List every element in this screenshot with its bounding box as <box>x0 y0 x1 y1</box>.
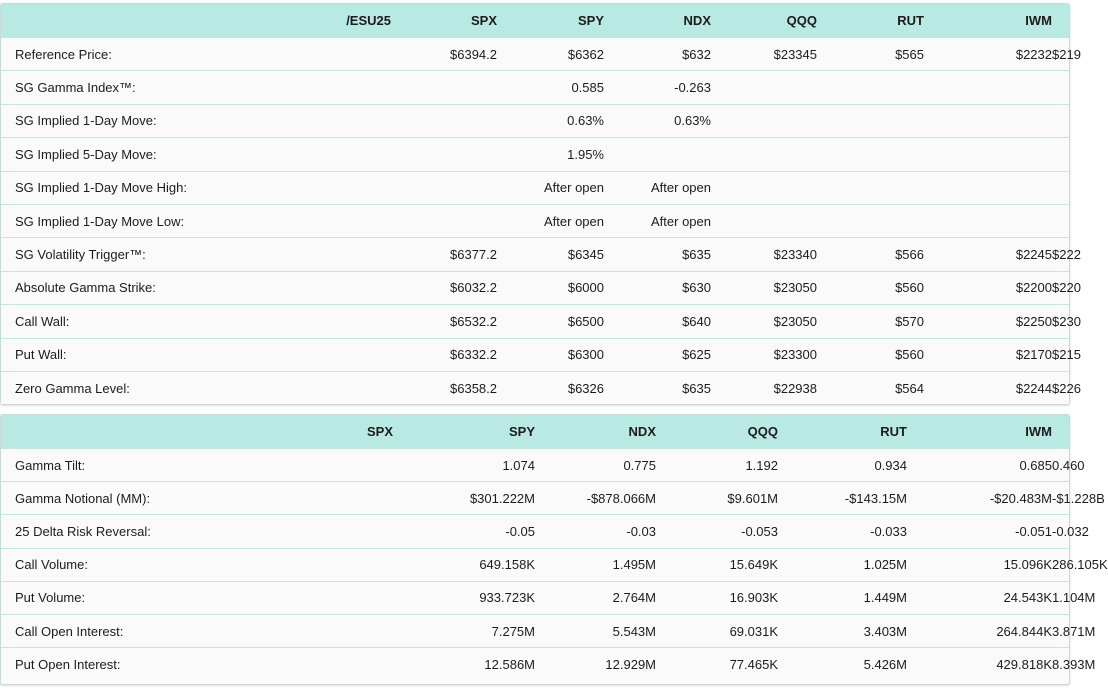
table-row <box>1 648 1069 681</box>
table-cell: $6377.2 <box>391 238 497 271</box>
table-cell: $6032.2 <box>391 271 497 304</box>
table-cell <box>711 138 817 171</box>
table-cell: -0.03 <box>535 515 656 548</box>
table-cell: 3.871M <box>1052 614 1069 647</box>
row-label: SG Gamma Index™: <box>1 71 391 104</box>
table-cell: -$143.15M <box>778 482 907 515</box>
table-cell: After open <box>497 171 604 204</box>
table-cell <box>924 171 1052 204</box>
table-cell: $632 <box>604 38 711 71</box>
table-cell: $2170 <box>924 338 1052 371</box>
row-label: Put Volume: <box>1 581 393 614</box>
table-cell: $23050 <box>711 305 817 338</box>
row-label: Gamma Notional (MM): <box>1 482 393 515</box>
table-cell: $215 <box>1052 338 1069 371</box>
column-header[interactable]: IWM <box>1025 424 1052 439</box>
column-header[interactable]: SPY <box>577 13 604 28</box>
table-row <box>1 614 1069 647</box>
row-label: SG Implied 1-Day Move High: <box>1 171 391 204</box>
row-label: Put Wall: <box>1 338 391 371</box>
table-cell: 0.685 <box>907 449 1052 482</box>
table-cell: 0.585 <box>497 71 604 104</box>
table-cell: $635 <box>604 238 711 271</box>
table-cell: $301.222M <box>393 482 535 515</box>
table-cell: 264.844K <box>907 614 1052 647</box>
table-row <box>1 204 1069 237</box>
table-cell: -$20.483M <box>907 482 1052 515</box>
table-cell: 69.031K <box>656 614 778 647</box>
table-cell: $9.601M <box>656 482 778 515</box>
table-cell: 7.275M <box>393 614 535 647</box>
table-cell: 3.403M <box>778 614 907 647</box>
table-cell: -0.032 <box>1052 515 1069 548</box>
table-cell: $625 <box>604 338 711 371</box>
table-cell: 286.105K <box>1052 548 1069 581</box>
table-row <box>1 171 1069 204</box>
table-cell: 1.192 <box>656 449 778 482</box>
table-cell: $2244 <box>924 371 1052 404</box>
table-cell <box>817 138 924 171</box>
row-label: 25 Delta Risk Reversal: <box>1 515 393 548</box>
table-cell: $6362 <box>497 38 604 71</box>
table-cell: -0.053 <box>656 515 778 548</box>
column-header[interactable]: NDX <box>683 13 711 28</box>
column-header[interactable]: SPX <box>470 13 497 28</box>
table-cell: $566 <box>817 238 924 271</box>
options-stats-table <box>1 415 1108 680</box>
table-cell: 77.465K <box>656 648 778 681</box>
table-cell: $220 <box>1052 271 1069 304</box>
row-label: Zero Gamma Level: <box>1 371 391 404</box>
table-cell: After open <box>497 204 604 237</box>
table-cell: $570 <box>817 305 924 338</box>
table-cell <box>817 171 924 204</box>
key-levels-table <box>1 4 1081 404</box>
table-cell: 12.586M <box>393 648 535 681</box>
table-row <box>1 482 1069 515</box>
table-cell: -0.033 <box>778 515 907 548</box>
table-cell <box>924 71 1052 104</box>
table-row <box>1 238 1069 271</box>
column-header[interactable]: SPX <box>366 424 393 439</box>
table-cell <box>1052 171 1069 204</box>
table-cell: $630 <box>604 271 711 304</box>
table-cell <box>711 204 817 237</box>
table-cell: $6000 <box>497 271 604 304</box>
table-cell: $640 <box>604 305 711 338</box>
row-label: SG Volatility Trigger™: <box>1 238 391 271</box>
table-cell: 0.934 <box>778 449 907 482</box>
table-cell: 1.449M <box>778 581 907 614</box>
table-cell <box>711 104 817 137</box>
table-cell: 1.074 <box>393 449 535 482</box>
table-cell: 1.495M <box>535 548 656 581</box>
table-row <box>1 338 1069 371</box>
table-cell: 649.158K <box>393 548 535 581</box>
table-cell <box>1052 71 1069 104</box>
table-cell: $23050 <box>711 271 817 304</box>
table-cell: $22938 <box>711 371 817 404</box>
table-row <box>1 104 1069 137</box>
table-cell <box>711 71 817 104</box>
table-cell: $23340 <box>711 238 817 271</box>
options-stats-header-row <box>1 415 1069 449</box>
table-cell: After open <box>604 171 711 204</box>
table-cell <box>924 104 1052 137</box>
table-row <box>1 548 1069 581</box>
table-cell <box>391 71 497 104</box>
table-cell: -0.05 <box>393 515 535 548</box>
table-cell: $222 <box>1052 238 1069 271</box>
table-cell: $6532.2 <box>391 305 497 338</box>
table-cell: $2232 <box>924 38 1052 71</box>
table-cell: $560 <box>817 338 924 371</box>
table-row <box>1 138 1069 171</box>
row-label: Put Open Interest: <box>1 648 393 681</box>
column-header[interactable]: NDX <box>628 424 656 439</box>
table-cell: 12.929M <box>535 648 656 681</box>
table-row <box>1 371 1069 404</box>
row-label: Absolute Gamma Strike: <box>1 271 391 304</box>
table-cell: $226 <box>1052 371 1069 404</box>
table-cell: $219 <box>1052 38 1069 71</box>
table-cell: 0.63% <box>604 104 711 137</box>
table-row <box>1 449 1069 482</box>
key-levels-header-row <box>1 4 1069 38</box>
options-stats-panel <box>0 414 1108 685</box>
table-cell: $6394.2 <box>391 38 497 71</box>
table-cell: -0.051 <box>907 515 1052 548</box>
column-header[interactable]: RUT <box>897 13 924 28</box>
table-cell: 15.649K <box>656 548 778 581</box>
table-cell <box>391 204 497 237</box>
table-cell <box>391 171 497 204</box>
table-cell: 5.543M <box>535 614 656 647</box>
table-cell: 15.096K <box>907 548 1052 581</box>
table-cell: $23300 <box>711 338 817 371</box>
table-cell: $2250 <box>924 305 1052 338</box>
table-cell: $2245 <box>924 238 1052 271</box>
table-cell <box>924 204 1052 237</box>
table-cell: 1.95% <box>497 138 604 171</box>
table-cell: $6345 <box>497 238 604 271</box>
table-cell: 5.426M <box>778 648 907 681</box>
table-cell: 0.460 <box>1052 449 1069 482</box>
table-row <box>1 271 1069 304</box>
table-cell: $635 <box>604 371 711 404</box>
table-cell: 0.775 <box>535 449 656 482</box>
table-cell: 1.025M <box>778 548 907 581</box>
table-cell: $230 <box>1052 305 1069 338</box>
column-header[interactable]: IWM <box>1025 13 1052 28</box>
table-row <box>1 71 1069 104</box>
table-cell <box>604 138 711 171</box>
table-cell: $6332.2 <box>391 338 497 371</box>
column-header[interactable]: QQQ <box>747 424 778 439</box>
table-cell: $565 <box>817 38 924 71</box>
table-cell: $6326 <box>497 371 604 404</box>
table-cell: 16.903K <box>656 581 778 614</box>
column-header[interactable]: SPY <box>508 424 535 439</box>
table-cell <box>817 104 924 137</box>
table-cell: $6358.2 <box>391 371 497 404</box>
table-cell: -$1.228B <box>1052 482 1069 515</box>
table-cell <box>1052 104 1069 137</box>
table-row <box>1 305 1069 338</box>
table-cell <box>391 104 497 137</box>
table-row <box>1 515 1069 548</box>
table-cell: 24.543K <box>907 581 1052 614</box>
row-label: Call Open Interest: <box>1 614 393 647</box>
table-cell <box>391 138 497 171</box>
table-cell: 933.723K <box>393 581 535 614</box>
table-cell <box>1052 204 1069 237</box>
key-levels-panel <box>0 3 1081 405</box>
table-cell <box>817 71 924 104</box>
row-label: SG Implied 1-Day Move Low: <box>1 204 391 237</box>
row-label: SG Implied 1-Day Move: <box>1 104 391 137</box>
table-cell: After open <box>604 204 711 237</box>
table-cell: -$878.066M <box>535 482 656 515</box>
table-cell: $2200 <box>924 271 1052 304</box>
table-cell: $564 <box>817 371 924 404</box>
table-row <box>1 38 1069 71</box>
table-cell <box>1052 138 1069 171</box>
table-cell: 0.63% <box>497 104 604 137</box>
table-cell <box>711 171 817 204</box>
row-label: SG Implied 5-Day Move: <box>1 138 391 171</box>
table-cell: 8.393M <box>1052 648 1069 681</box>
column-header[interactable]: /ESU25 <box>346 13 391 28</box>
table-cell <box>817 204 924 237</box>
table-cell <box>924 138 1052 171</box>
table-cell: $6500 <box>497 305 604 338</box>
table-cell: 1.104M <box>1052 581 1069 614</box>
table-cell: 429.818K <box>907 648 1052 681</box>
row-label: Call Volume: <box>1 548 393 581</box>
column-header[interactable]: RUT <box>880 424 907 439</box>
row-label: Gamma Tilt: <box>1 449 393 482</box>
table-cell: 2.764M <box>535 581 656 614</box>
column-header[interactable]: QQQ <box>786 13 817 28</box>
row-label: Call Wall: <box>1 305 391 338</box>
row-label: Reference Price: <box>1 38 391 71</box>
table-cell: $23345 <box>711 38 817 71</box>
table-cell: $6300 <box>497 338 604 371</box>
table-cell: $560 <box>817 271 924 304</box>
table-cell: -0.263 <box>604 71 711 104</box>
table-row <box>1 581 1069 614</box>
